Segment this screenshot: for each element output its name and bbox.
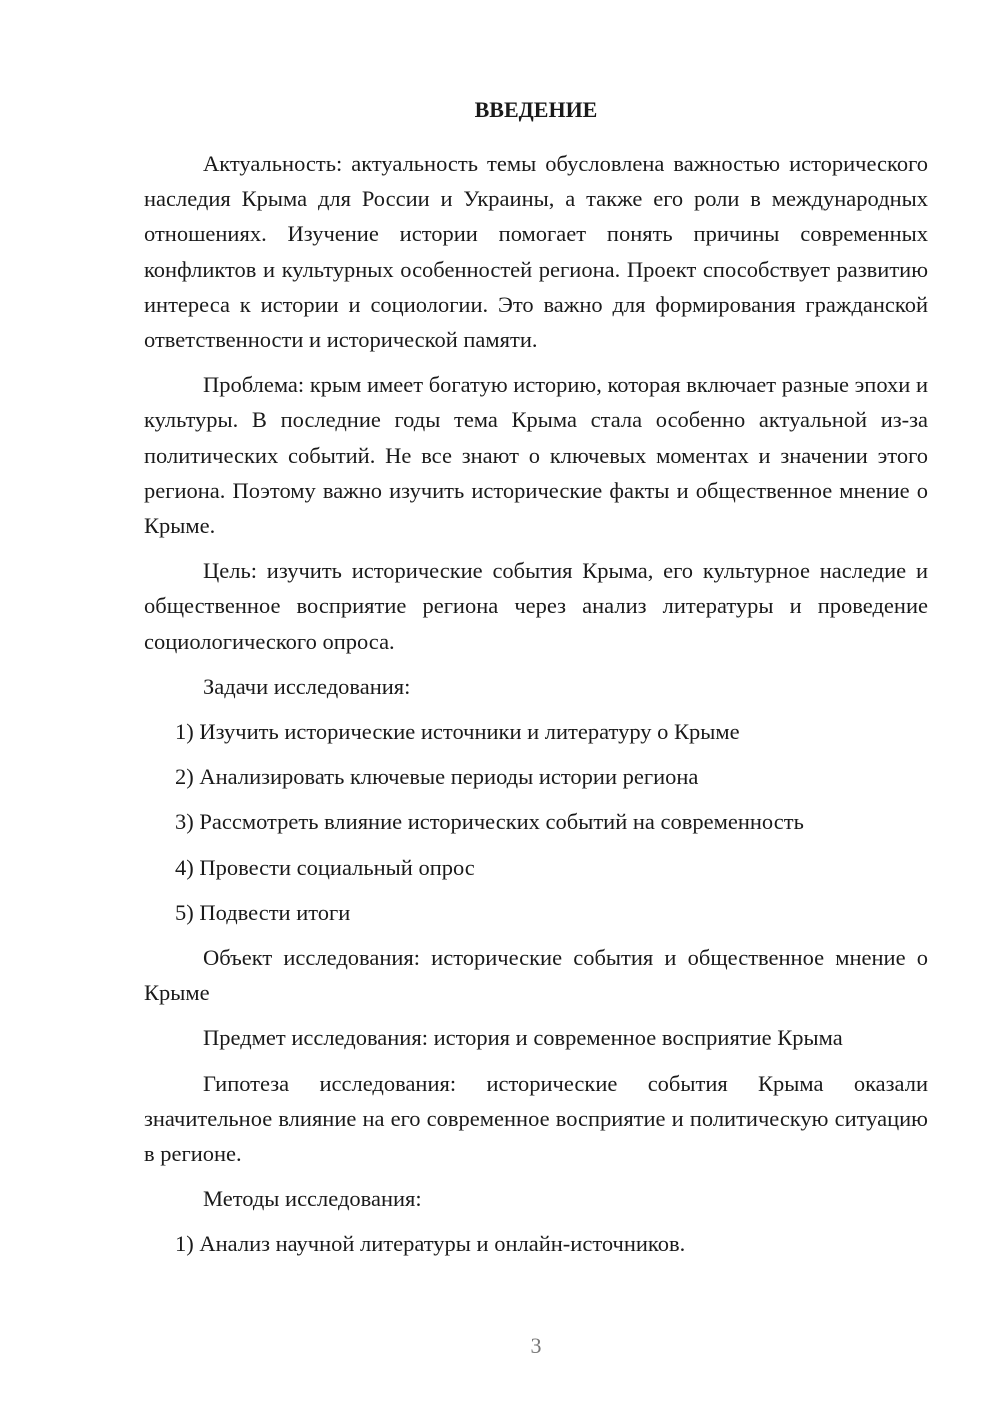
subject-paragraph: Предмет исследования: история и современное восприятие Крыма [203, 1025, 843, 1051]
relevance-paragraph: Актуальность: актуальность темы обусловлена важностью исторического наследия Крыма для России и Украины, а также его роли в международных отношениях. Изучение истории помогает понять причины современных конфликтов и культурных особенностей региона. Проект способствует развитию интереса к истории и социологии. Это важно для формирования гражданской ответственности и исторической памяти. [144, 151, 928, 353]
object-paragraph: Объект исследования: исторические события и общественное мнение о Крыме [144, 945, 928, 1006]
page-content [144, 92, 928, 1272]
page-number: 3 [530, 1333, 542, 1358]
methods-heading: Методы исследования: [203, 1186, 422, 1212]
problem-paragraph: Проблема: крым имеет богатую историю, которая включает разные эпохи и культуры. В последние годы тема Крыма стала особенно актуальной из-за политических событий. Не все знают о ключевых моментах и значении этого региона. Поэтому важно изучить исторические факты и общественное мнение о Крыме. [144, 372, 928, 539]
task-item-2: 2) Анализировать ключевые периоды истории региона [175, 764, 699, 790]
section-title: ВВЕДЕНИЕ [474, 97, 598, 122]
hypothesis-paragraph: Гипотеза исследования: исторические события Крыма оказали значительное влияние на его современное восприятие и политическую ситуацию в регионе. [144, 1070, 928, 1167]
goal-paragraph: Цель: изучить исторические события Крыма, его культурное наследие и общественное восприятие региона через анализ литературы и проведение социологического опроса. [144, 558, 928, 654]
method-item-1: 1) Анализ научной литературы и онлайн-источников. [175, 1231, 686, 1257]
task-item-3: 3) Рассмотреть влияние исторических событий на современность [175, 809, 804, 835]
task-item-1: 1) Изучить исторические источники и литературу о Крыме [175, 719, 740, 745]
task-item-4: 4) Провести социальный опрос [175, 854, 475, 880]
task-item-5: 5) Подвести итоги [175, 899, 351, 925]
tasks-heading: Задачи исследования: [203, 673, 411, 699]
